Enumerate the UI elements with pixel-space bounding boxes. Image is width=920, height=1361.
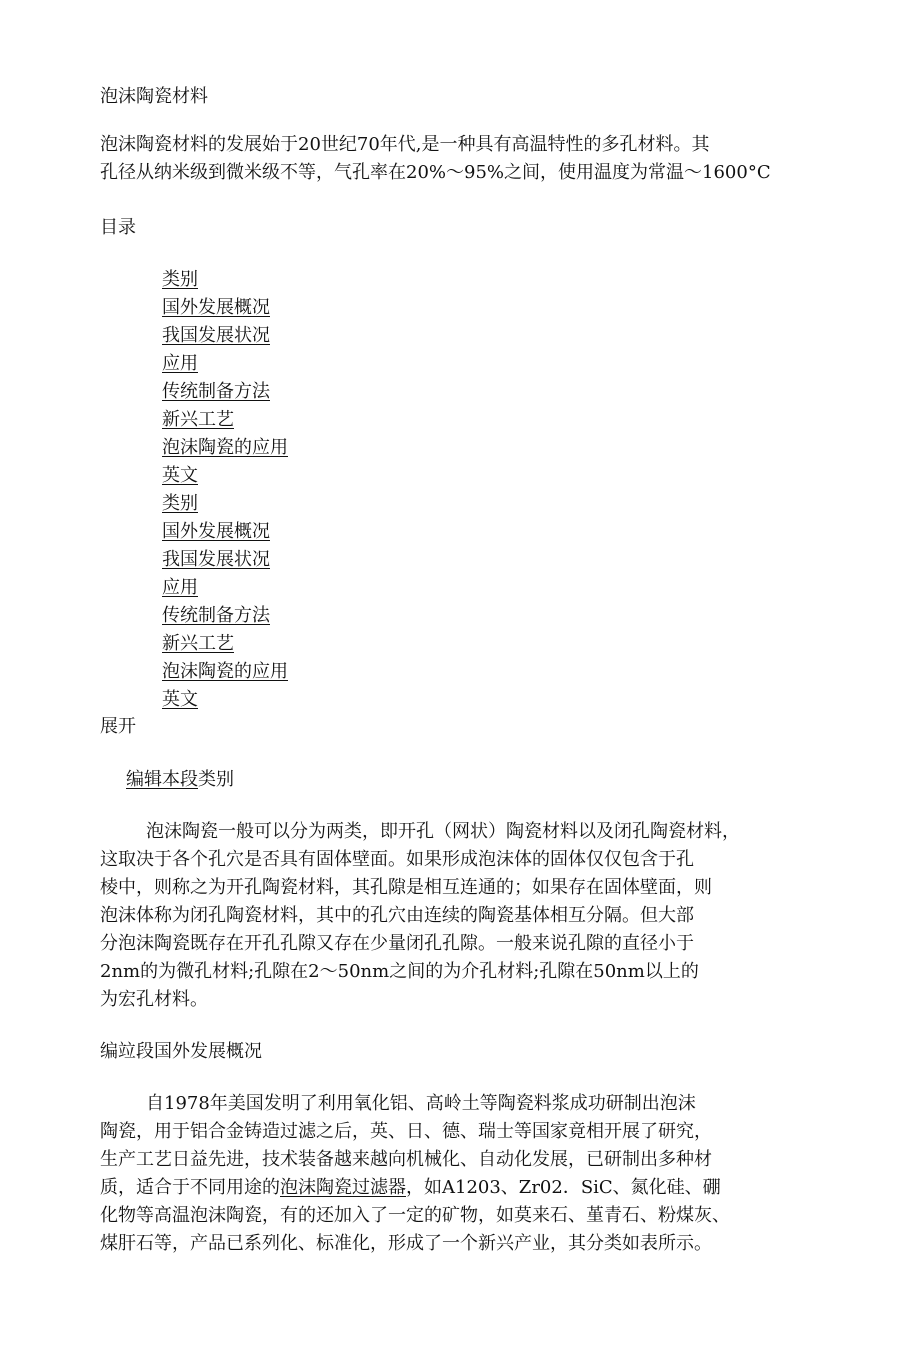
section-heading-text: 类别	[198, 769, 234, 790]
text-segment: 质，适合于不同用途的	[100, 1177, 280, 1198]
intro-line: 泡沫陶瓷材料的发展始于20世纪70年代,是一种具有高温特性的多孔材料。其	[100, 134, 710, 155]
paragraph-line: 陶瓷，用于铝合金铸造过滤之后，英、日、德、瑞士等国家竟相开展了研究，	[100, 1121, 712, 1142]
toc-link-new-process[interactable]: 新兴工艺	[162, 409, 234, 430]
paragraph-line: 棱中，则称之为开孔陶瓷材料，其孔隙是相互连通的；如果存在固体壁面，则	[100, 877, 712, 898]
toc-link-domestic-development[interactable]: 我国发展状况	[162, 549, 270, 570]
paragraph-line: 这取决于各个孔穴是否具有固体壁面。如果形成泡沫体的固体仅仅包含于孔	[100, 849, 694, 870]
paragraph-line: 泡沫体称为闭孔陶瓷材料，其中的孔穴由连续的陶瓷基体相互分隔。但大部	[100, 905, 694, 926]
toc-link-new-process[interactable]: 新兴工艺	[162, 633, 234, 654]
toc-link-foam-ceramic-application[interactable]: 泡沫陶瓷的应用	[162, 661, 288, 682]
toc-heading: 目录	[100, 217, 136, 238]
paragraph-line: 煤肝石等，产品已系列化、标准化，形成了一个新兴产业，其分类如表所示。	[100, 1233, 712, 1254]
toc-link-english[interactable]: 英文	[162, 689, 198, 710]
paragraph-line: 化物等高温泡沫陶瓷，有的还加入了一定的矿物，如莫来石、堇青石、粉煤灰、	[100, 1205, 730, 1226]
page-title: 泡沫陶瓷材料	[100, 86, 208, 107]
paragraph-line	[100, 1176, 721, 1200]
toc-link-category[interactable]: 类别	[162, 269, 198, 290]
toc-link-foam-ceramic-application[interactable]: 泡沫陶瓷的应用	[162, 437, 288, 458]
toc-link-foreign-development[interactable]: 国外发展概况	[162, 521, 270, 542]
paragraph-line: 为宏孔材料。	[100, 989, 208, 1010]
intro-line: 孔径从纳米级到微米级不等，气孔率在20%～95%之间，使用温度为常温～1600°C	[100, 162, 771, 183]
toc-link-traditional-methods[interactable]: 传统制备方法	[162, 605, 270, 626]
toc-link-application[interactable]: 应用	[162, 353, 198, 374]
edit-section-link[interactable]: 编辑本段	[126, 769, 198, 790]
text-segment: ，如A1203、Zr02．SiC、氮化硅、硼	[406, 1177, 721, 1198]
toc-expand-button[interactable]: 展开	[100, 716, 136, 737]
toc-link-application[interactable]: 应用	[162, 577, 198, 598]
paragraph-line: 自1978年美国发明了利用氧化铝、高岭土等陶瓷料浆成功研制出泡沫	[146, 1093, 696, 1114]
section-heading-category	[126, 768, 234, 792]
toc-link-english[interactable]: 英文	[162, 465, 198, 486]
foam-ceramic-filter-link[interactable]: 泡沫陶瓷过滤器	[280, 1177, 406, 1198]
paragraph-line: 分泡沫陶瓷既存在开孔孔隙又存在少量闭孔孔隙。一般来说孔隙的直径小于	[100, 933, 694, 954]
toc-link-domestic-development[interactable]: 我国发展状况	[162, 325, 270, 346]
toc-link-traditional-methods[interactable]: 传统制备方法	[162, 381, 270, 402]
paragraph-line: 2nm的为微孔材料;孔隙在2～50nm之间的为介孔材料;孔隙在50nm以上的	[100, 961, 699, 982]
toc-link-category[interactable]: 类别	[162, 493, 198, 514]
paragraph-line: 生产工艺日益先进，技术装备越来越向机械化、自动化发展，已研制出多种材	[100, 1149, 712, 1170]
paragraph-line: 泡沫陶瓷一般可以分为两类，即开孔（网状）陶瓷材料以及闭孔陶瓷材料，	[146, 821, 740, 842]
toc-link-foreign-development[interactable]: 国外发展概况	[162, 297, 270, 318]
section-heading-foreign-development: 编竝段国外发展概况	[100, 1041, 262, 1062]
